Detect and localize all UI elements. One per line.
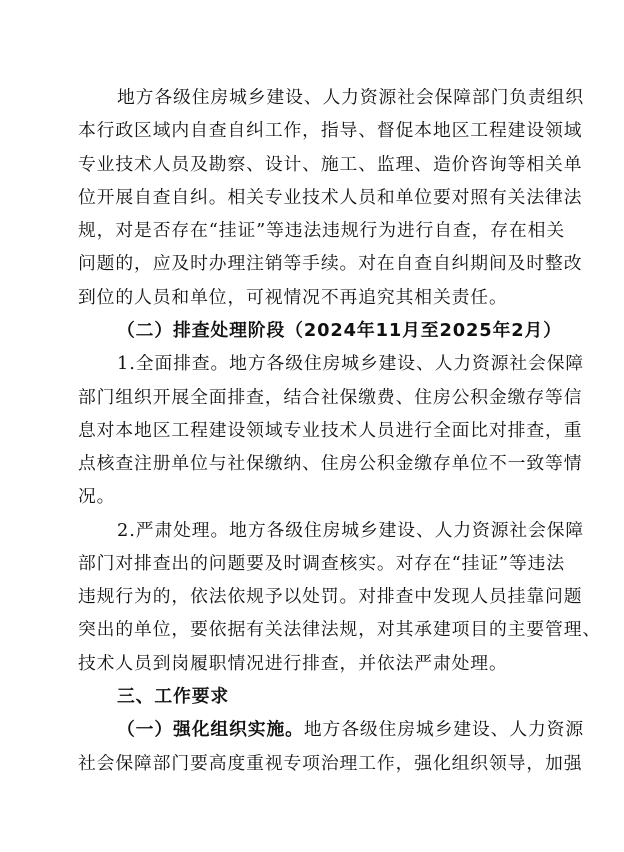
paragraph-line: 社会保障部门要高度重视专项治理工作，强化组织领导，加强 <box>78 753 583 774</box>
paragraph-line: 技术人员到岗履职情况进行排查，并依法严肃处理。 <box>78 653 508 674</box>
paragraph-line: 到位的人员和单位，可视情况不再追究其相关责任。 <box>78 287 508 308</box>
paragraph-line: 突出的单位，要依据有关法律法规，对其承建项目的主要管理、 <box>78 619 602 640</box>
paragraph-line: 违规行为的，依法依规予以处罚。对排查中发现人员挂靠问题 <box>78 586 583 607</box>
paragraph-line: 地方各级住房城乡建设、人力资源社会保障部门负责组织 <box>117 87 585 108</box>
paragraph-line: 2.严肃处理。地方各级住房城乡建设、人力资源社会保障 <box>117 520 585 541</box>
paragraph-line: 规，对是否存在“挂证”等违法违规行为进行自查，存在相关 <box>78 220 566 241</box>
section-heading: （二）排查处理阶段（2024年11月至2025年2月） <box>117 320 562 341</box>
paragraph-line: 位开展自查自纠。相关专业技术人员和单位要对照有关法律法 <box>78 187 583 208</box>
paragraph-line: 问题的，应及时办理注销等手续。对在自查自纠期间及时整改 <box>78 253 583 274</box>
paragraph-line: 1.全面排查。地方各级住房城乡建设、人力资源社会保障 <box>117 353 585 374</box>
paragraph-line: 点核查注册单位与社保缴纳、住房公积金缴存单位不一致等情 <box>78 453 583 474</box>
paragraph-line <box>117 714 585 746</box>
paragraph-line: 况。 <box>78 486 116 507</box>
section-heading: 三、工作要求 <box>117 686 230 707</box>
paragraph-line: 息对本地区工程建设领域专业技术人员进行全面比对排查，重 <box>78 420 583 441</box>
paragraph-line: 本行政区域内自查自纠工作，指导、督促本地区工程建设领域 <box>78 120 583 141</box>
subsection-lead: （一）强化组织实施。 <box>117 719 304 740</box>
paragraph-line: 部门组织开展全面排查，结合社保缴费、住房公积金缴存等信 <box>78 387 583 408</box>
paragraph-text: 地方各级住房城乡建设、人力资源 <box>303 719 585 740</box>
paragraph-line: 专业技术人员及勘察、设计、施工、监理、造价咨询等相关单 <box>78 154 583 175</box>
paragraph-line: 部门对排查出的问题要及时调查核实。对存在“挂证”等违法 <box>78 553 566 574</box>
